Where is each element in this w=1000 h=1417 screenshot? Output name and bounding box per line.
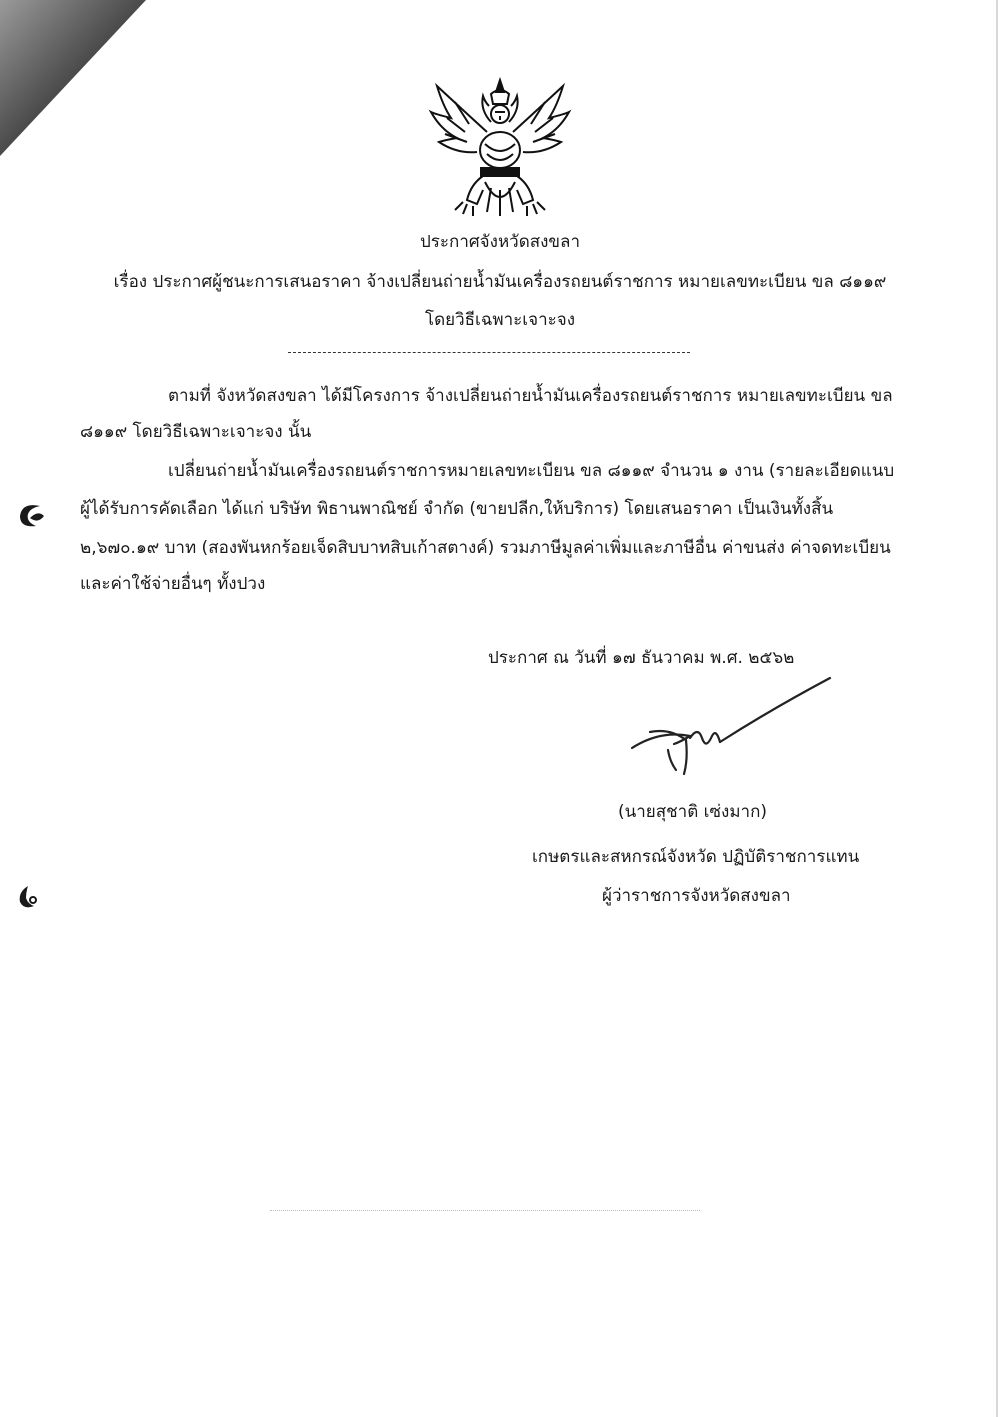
document-title: ประกาศจังหวัดสงขลา (420, 232, 580, 252)
paragraph-2-line-4: และค่าใช้จ่ายอื่นๆ ทั้งปวง (80, 574, 266, 594)
paragraph-2-line-3: ๒,๖๗๐.๑๙ บาท (สองพันหกร้อยเจ็ดสิบบาทสิบเก้าสตางค์) รวมภาษีมูลค่าเพิ่มและภาษีอื่น ค่าขนส่ง ค่าจดทะเบียน (80, 538, 891, 558)
document-subject: เรื่อง ประกาศผู้ชนะการเสนอราคา จ้างเปลี่ยนถ่ายน้ำมันเครื่องรถยนต์ราชการ หมายเลขทะเบียน ขล ๘๑๑๙ (113, 272, 887, 292)
signatory-position: เกษตรและสหกรณ์จังหวัด ปฏิบัติราชการแทน (532, 847, 860, 867)
paragraph-1-line-1: ตามที่ จังหวัดสงขลา ได้มีโครงการ จ้างเปลี่ยนถ่ายน้ำมันเครื่องรถยนต์ราชการ หมายเลขทะเบียน ขล (168, 386, 893, 406)
announcement-date: ประกาศ ณ วันที่ ๑๗ ธันวาคม พ.ศ. ๒๕๖๒ (488, 648, 795, 668)
separator-line (288, 352, 690, 353)
faint-scan-line (270, 1210, 700, 1211)
scan-corner-shadow (0, 0, 150, 160)
paragraph-2-line-1: เปลี่ยนถ่ายน้ำมันเครื่องรถยนต์ราชการหมายเลขทะเบียน ขล ๘๑๑๙ จำนวน ๑ งาน (รายละเอียดแนบ (168, 461, 895, 481)
handwritten-signature-icon (620, 670, 840, 780)
punch-hole-mark (16, 500, 46, 530)
procurement-method: โดยวิธีเฉพาะเจาะจง (424, 310, 576, 330)
paragraph-2-line-2: ผู้ได้รับการคัดเลือก ได้แก่ บริษัท พิธานพาณิชย์ จำกัด (ขายปลีก,ให้บริการ) โดยเสนอราคา เป็นเงินทั้งสิ้น (80, 499, 834, 519)
garuda-emblem-icon (425, 72, 575, 222)
paragraph-1-line-2: ๘๑๑๙ โดยวิธีเฉพาะเจาะจง นั้น (80, 422, 312, 442)
scan-right-edge (996, 0, 998, 1417)
punch-hole-mark (16, 884, 42, 912)
signatory-office: ผู้ว่าราชการจังหวัดสงขลา (602, 886, 791, 906)
signatory-name: (นายสุชาติ เซ่งมาก) (618, 802, 767, 822)
